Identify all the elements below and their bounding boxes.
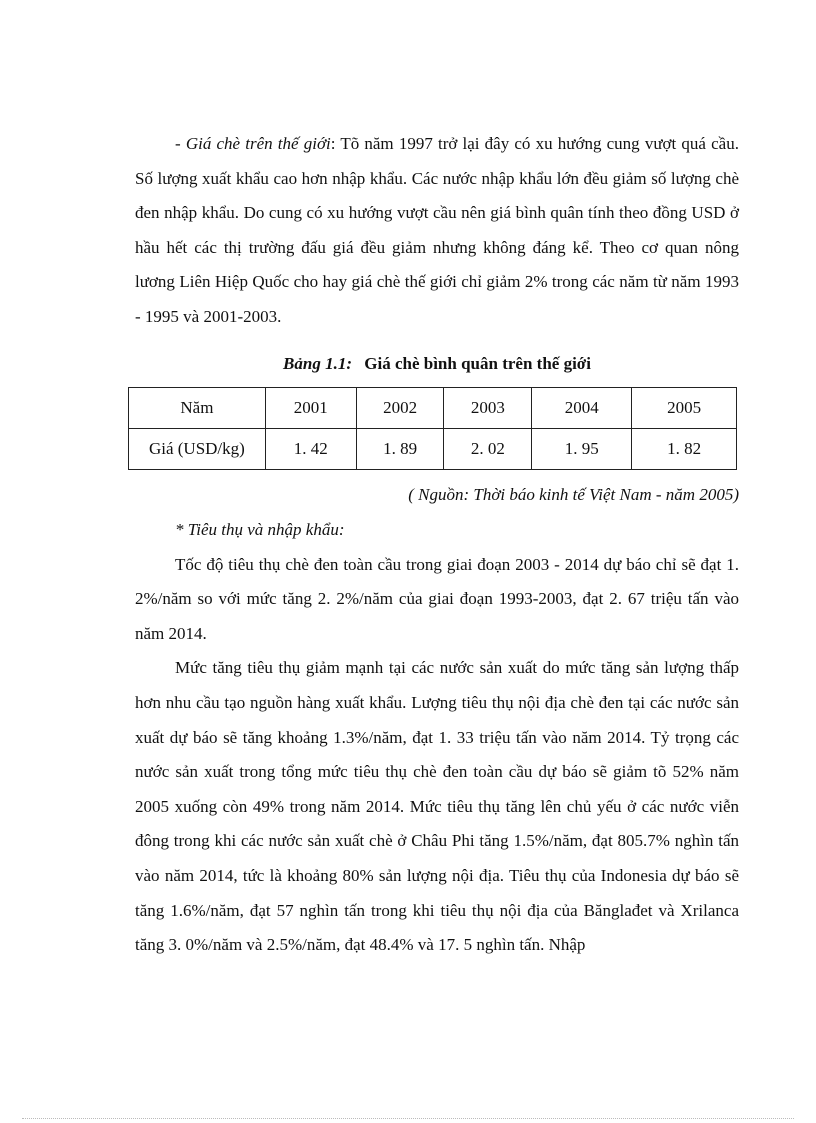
page-bottom-rule — [22, 1118, 794, 1119]
table-cell: 2. 02 — [444, 428, 532, 469]
table-cell: 1. 89 — [356, 428, 444, 469]
table-caption-title: Giá chè bình quân trên thế giới — [364, 353, 591, 373]
table-header-cell: 2004 — [532, 387, 632, 428]
paragraph-world-tea-price — [135, 127, 739, 335]
table-caption-label: Bảng 1.1: — [283, 353, 353, 373]
table-row — [129, 428, 737, 469]
paragraph-consumption-detail: Mức tăng tiêu thụ giảm mạnh tại các nước sản xuất do mức tăng sản lượng thấp hơn nhu cầu tạo nguồn hàng xuất khẩu. Lượng tiêu thụ nội địa chè đen tại các nước sản xuất dự báo sẽ tăng khoảng 1.3%/năm, đạt 1. 33 triệu tấn vào năm 2014. Tỷ trọng các nước sản xuất trong tổng mức tiêu thụ chè đen toàn cầu dự báo sẽ giảm tõ 52% năm 2005 xuống còn 49% trong năm 2014. Mức tiêu thụ tăng lên chủ yếu ở các nước viễn đông trong khi các nước sản xuất chè ở Châu Phi tăng 1.5%/năm, đạt 805.7% nghìn tấn vào năm 2014, tức là khoảng 80% sản lượng nội địa. Tiêu thụ của Indonesia dự báo sẽ tăng 1.6%/năm, đạt 57 nghìn tấn trong khi tiêu thụ nội địa của Bănglađet và Xrilanca tăng 3. 0%/năm và 2.5%/năm, đạt 48.4% và 17. 5 nghìn tấn. Nhập — [135, 658, 739, 955]
table-cell: Giá (USD/kg) — [129, 428, 266, 469]
table-header-cell: 2003 — [444, 387, 532, 428]
paragraph-lead: - Giá chè trên thế giới — [175, 134, 331, 153]
table-header-cell: 2001 — [265, 387, 356, 428]
section-subheading: * Tiêu thụ và nhập khẩu: — [175, 519, 345, 539]
table-header-row — [129, 387, 737, 428]
table-header-cell: 2002 — [356, 387, 444, 428]
table-caption — [135, 345, 739, 383]
table-header-cell: 2005 — [632, 387, 737, 428]
paragraph-text: : Tõ năm 1997 trở lại đây có xu hướng cung vượt quá cầu. Số lượng xuất khẩu cao hơn nhập khẩu. Các nước nhập khẩu lớn đều giảm số lượng chè đen nhập khẩu. Do cung có xu hướng vượt cầu nên giá bình quân tính theo đồng USD ở hầu hết các thị trường đấu giá đều giảm nhưng không đáng kể. Theo cơ quan nông lương Liên Hiệp Quốc cho hay giá chè thế giới chỉ giảm 2% trong các năm từ năm 1993 - 1995 và 2001-2003. — [135, 134, 739, 326]
table-header-cell: Năm — [129, 387, 266, 428]
table-cell: 1. 42 — [265, 428, 356, 469]
table-cell: 1. 95 — [532, 428, 632, 469]
table-source: ( Nguồn: Thời báo kinh tế Việt Nam - năm 2005) — [408, 484, 739, 504]
table-cell: 1. 82 — [632, 428, 737, 469]
document-body — [135, 127, 739, 963]
paragraph-consumption-rate: Tốc độ tiêu thụ chè đen toàn cầu trong giai đoạn 2003 - 2014 dự báo chỉ sẽ đạt 1. 2%/năm so với mức tăng 2. 2%/năm của giai đoạn 1993-2003, đạt 2. 67 triệu tấn vào năm 2014. — [135, 554, 739, 643]
price-table — [128, 387, 737, 470]
